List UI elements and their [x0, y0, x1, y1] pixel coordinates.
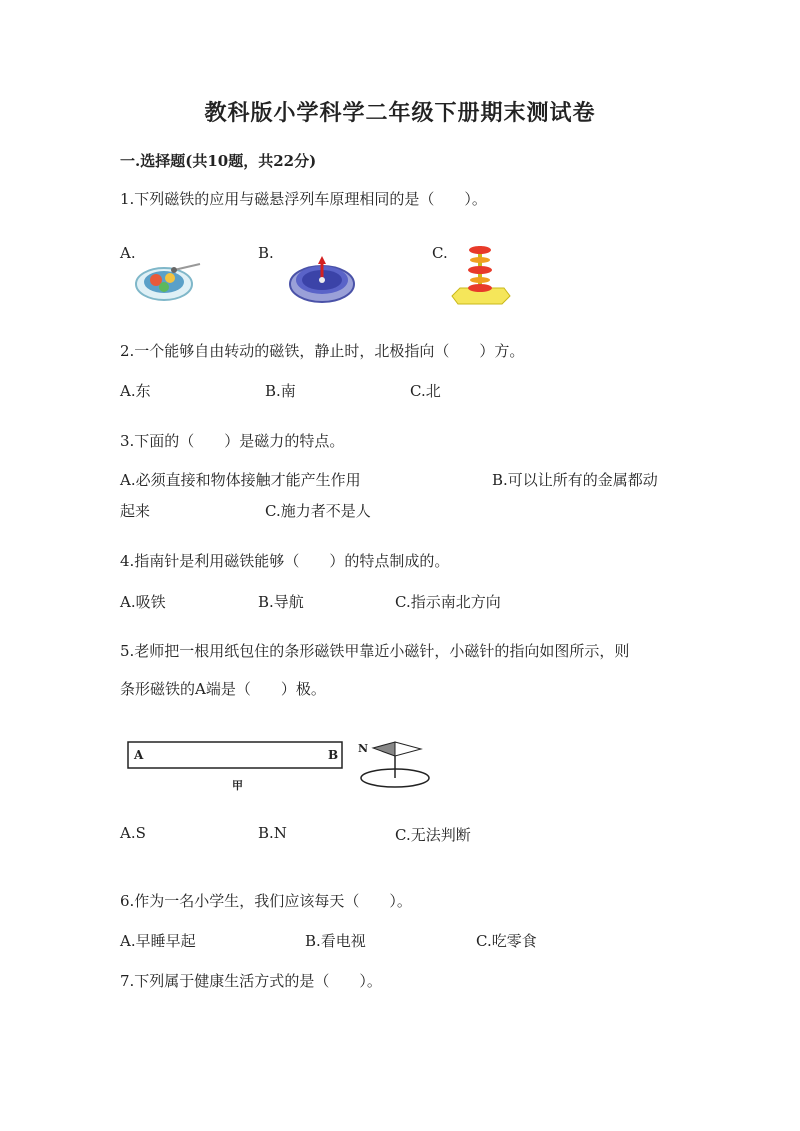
q5-option-b: B.N: [258, 824, 287, 842]
q4-option-b: B.导航: [258, 593, 304, 611]
magnet-name-label: 甲: [232, 779, 243, 792]
q5-option-c: C.无法判断: [395, 826, 471, 844]
magnet-end-b-label: B: [328, 748, 339, 762]
q1-option-c-label: C.: [432, 244, 448, 262]
magnet-end-a-label: A: [134, 748, 144, 762]
q1-option-a-label: A.: [120, 244, 136, 262]
q3-option-c: C.施力者不是人: [265, 502, 371, 520]
floating-ring-magnets-icon: [448, 244, 512, 310]
section-heading: 一.选择题(共10题，共22分): [120, 152, 317, 170]
q2-option-c: C.北: [410, 382, 441, 400]
question-2-stem: 2.一个能够自由转动的磁铁，静止时，北极指向（ ）方。: [120, 342, 525, 360]
q1-option-b-label: B.: [258, 244, 274, 262]
q3-option-a: A.必须直接和物体接触才能产生作用: [120, 471, 361, 489]
q6-option-b: B.看电视: [305, 932, 366, 950]
q3-option-b: B.可以让所有的金属都动: [492, 471, 658, 489]
question-7-stem: 7.下列属于健康生活方式的是（ ）。: [120, 972, 382, 990]
q2-option-a: A.东: [120, 382, 151, 400]
needle-north-label: N: [358, 742, 369, 755]
magnetic-compass-icon: [288, 252, 356, 306]
question-4-stem: 4.指南针是利用磁铁能够（ ）的特点制成的。: [120, 552, 450, 570]
q6-option-c: C.吃零食: [476, 932, 537, 950]
question-6-stem: 6.作为一名小学生，我们应该每天（ ）。: [120, 892, 412, 910]
q4-option-c: C.指示南北方向: [395, 593, 501, 611]
q6-option-a: A.早睡早起: [120, 932, 196, 950]
question-5-stem-line1: 5.老师把一根用纸包住的条形磁铁甲靠近小磁针，小磁针的指向如图所示，则: [120, 642, 630, 660]
question-1-stem: 1.下列磁铁的应用与磁悬浮列车原理相同的是（ ）。: [120, 190, 487, 208]
q5-option-a: A.S: [120, 824, 146, 842]
q3-option-b-continued: 起来: [120, 502, 151, 520]
q2-option-b: B.南: [265, 382, 296, 400]
compass-toy-icon: [134, 254, 204, 306]
question-3-stem: 3.下面的（ ）是磁力的特点。: [120, 432, 345, 450]
question-5-stem-line2: 条形磁铁的A端是（ ）极。: [120, 680, 326, 698]
page-title: 教科版小学科学二年级下册期末测试卷: [204, 100, 596, 126]
q4-option-a: A.吸铁: [120, 593, 166, 611]
